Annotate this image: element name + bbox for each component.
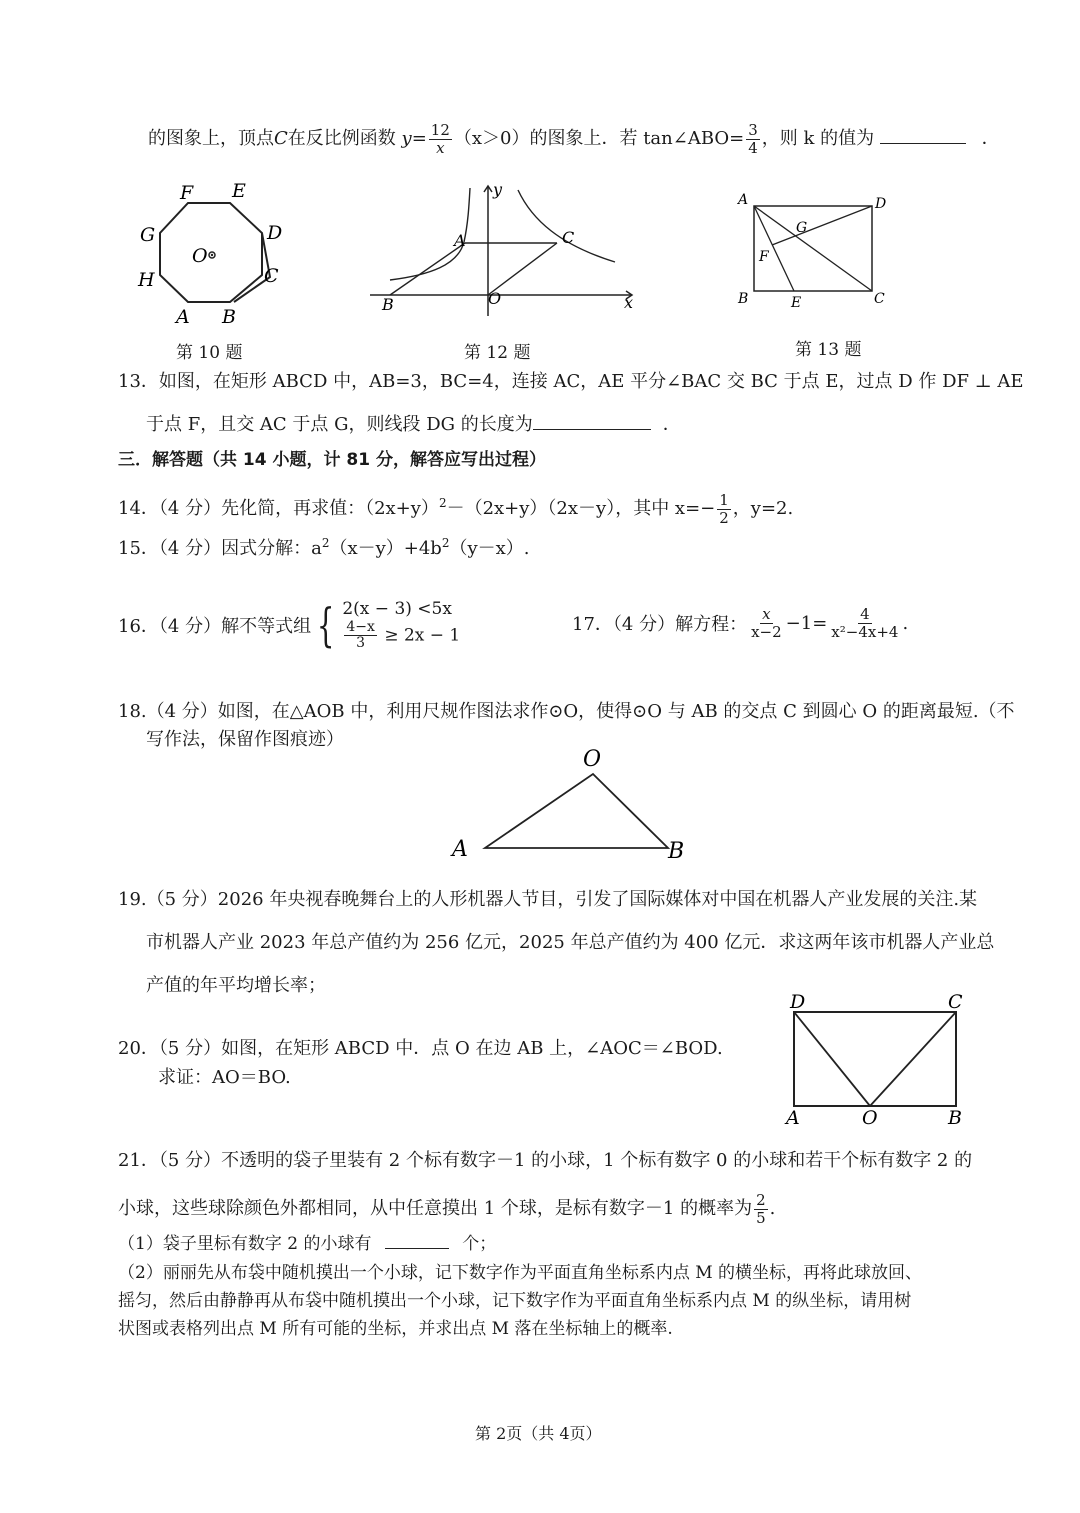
label-G: G xyxy=(140,224,156,246)
q14-sup: 2 xyxy=(438,496,447,510)
label-B: B xyxy=(222,306,236,328)
triangle-AOB xyxy=(485,774,668,848)
q14-frac-den: 2 xyxy=(719,508,729,527)
q21-line2-end: . xyxy=(769,1198,776,1219)
q17-f1-den: x−2 xyxy=(751,622,782,641)
q21-part2-line1: （2）丽丽先从布袋中随机摸出一个小球，记下数字作为平面直角坐标系内点 M 的横坐标，再将此球放回、 xyxy=(118,1263,923,1283)
q12-end: ． xyxy=(981,128,1000,149)
label-B: B xyxy=(382,295,394,314)
q21-fraction xyxy=(754,1192,768,1226)
q12-text-a: 的图象上，顶点 xyxy=(148,128,274,149)
q14-frac-num: 1 xyxy=(719,491,729,509)
label-B: B xyxy=(668,839,685,864)
q15-text-b: （x－y）+4b xyxy=(329,538,442,559)
q21-frac-den: 5 xyxy=(756,1208,766,1227)
label-E: E xyxy=(232,180,246,202)
q21-part1 xyxy=(118,1236,496,1253)
q14-fraction xyxy=(717,492,731,526)
q16 xyxy=(118,598,460,652)
q17-fraction-1 xyxy=(749,606,784,640)
label-O: O xyxy=(862,1107,878,1128)
q16-text: 16．（4 分）解不等式组 xyxy=(118,615,312,637)
q12-continuation xyxy=(148,122,1000,156)
label-A: A xyxy=(176,306,190,328)
segment-DO xyxy=(794,1012,870,1106)
q21-part2-line2: 摇匀，然后由静静再从布袋中随机摸出一个小球，记下数字作为平面直角坐标系内点 M 的纵坐标，请用树 xyxy=(118,1291,912,1311)
label-B: B xyxy=(948,1107,962,1128)
q12-frac-den: x xyxy=(436,138,445,157)
label-E: E xyxy=(791,295,802,311)
q20-line1: 20．（5 分）如图，在矩形 ABCD 中．点 O 在边 AB 上，∠AOC＝∠BOD. xyxy=(118,1038,723,1059)
q15-text-c: （y－x）. xyxy=(449,538,530,559)
figure-12-caption: 第 12 题 xyxy=(464,343,531,363)
q16-row2 xyxy=(342,620,460,652)
q14-text-c: ，y=2. xyxy=(732,498,794,519)
q12-fraction-3-over-4 xyxy=(746,122,760,156)
q12-tan-num: 3 xyxy=(748,121,758,139)
figure-13-caption: 第 13 题 xyxy=(795,340,862,360)
q21-line2 xyxy=(118,1192,775,1226)
label-C: C xyxy=(874,291,885,307)
q18-line1: 18.（4 分）如图，在△AOB 中，利用尺规作图法求作⊙O，使得⊙O 与 AB 的交点 C 到圆心 O 的距离最短.（不 xyxy=(118,701,1015,722)
q13-line2-text: 于点 F，且交 AC 于点 G，则线段 DG 的长度为 xyxy=(146,414,533,435)
label-C: C xyxy=(264,265,279,287)
diagonal-AC xyxy=(754,206,872,291)
q19-line1: 19.（5 分）2026 年央视春晚舞台上的人形机器人节目，引发了国际媒体对中国在机器人产业发展的关注.某 xyxy=(118,889,978,910)
q14 xyxy=(118,492,793,526)
q12-answer-blank[interactable] xyxy=(880,143,966,144)
q12-condition: （x＞0）的图象上．若 tan∠ABO= xyxy=(453,128,745,149)
curve-right xyxy=(518,190,615,262)
figure-13-rectangle xyxy=(730,188,900,313)
q19-line2: 市机器人产业 2023 年总产值约为 256 亿元，2025 年总产值约为 400 亿元．求这两年该市机器人产业总 xyxy=(146,932,995,953)
q17-text: 17．（4 分）解方程： xyxy=(572,614,748,635)
q13-end: ． xyxy=(662,414,681,435)
q19-line3: 产值的年平均增长率； xyxy=(146,975,326,996)
q12-tail: ，则 k 的值为 xyxy=(761,128,875,149)
label-D: D xyxy=(790,991,806,1013)
segment-OC xyxy=(488,243,557,295)
q14-text-b: －（2x+y）（2x－y），其中 x=− xyxy=(446,498,716,519)
q21-part2-line3: 状图或表格列出点 M 所有可能的坐标，并求出点 M 落在坐标轴上的概率. xyxy=(118,1319,673,1339)
q17-f2-num: 4 xyxy=(860,605,870,623)
figure-12-graph xyxy=(360,180,650,320)
q21-part1-end: 个； xyxy=(462,1234,497,1254)
q12-var-y: y xyxy=(401,128,412,149)
label-G: G xyxy=(796,220,808,236)
label-O: O xyxy=(192,245,208,267)
label-A: A xyxy=(454,231,466,250)
q12-frac-num: 12 xyxy=(430,121,450,139)
q20-line2: 求证：AO＝BO. xyxy=(158,1067,291,1088)
section-3-heading: 三．解答题（共 14 小题，计 81 分，解答应写出过程） xyxy=(118,450,546,470)
q16-brace: { xyxy=(316,597,335,652)
q15-text-a: 15．（4 分）因式分解：a xyxy=(118,538,322,559)
q12-eq: = xyxy=(411,128,427,149)
label-F: F xyxy=(180,182,194,204)
q21-frac-num: 2 xyxy=(756,1191,766,1209)
label-H: H xyxy=(138,269,155,291)
label-C: C xyxy=(948,991,963,1013)
label-D: D xyxy=(267,222,283,244)
q21-line1: 21．（5 分）不透明的袋子里装有 2 个标有数字－1 的小球，1 个标有数字 0 的小球和若干个标有数字 2 的 xyxy=(118,1150,973,1171)
q13-answer-blank[interactable] xyxy=(533,429,651,430)
figure-10-caption: 第 10 题 xyxy=(176,343,243,363)
q17-mid: −1= xyxy=(785,612,828,634)
q20-rectangle-figure xyxy=(776,988,976,1128)
q17-fraction-2 xyxy=(829,606,900,640)
center-dot xyxy=(211,254,213,256)
q12-tan-den: 4 xyxy=(748,138,758,157)
label-O: O xyxy=(583,747,602,772)
label-x: x xyxy=(624,293,634,312)
page-footer: 第 2页（共 4页） xyxy=(475,1424,602,1443)
q18-line2: 写作法，保留作图痕迹） xyxy=(146,729,344,750)
figure-10-octagon xyxy=(130,175,300,335)
label-A: A xyxy=(786,1107,800,1128)
q15-sup1: 2 xyxy=(321,536,330,550)
q16-row2-tail: ≥ 2x − 1 xyxy=(384,625,461,646)
q14-text-a: 14．（4 分）先化简，再求值：（2x+y） xyxy=(118,498,439,519)
q17-end: . xyxy=(902,612,909,634)
q12-point-c: C xyxy=(274,128,288,149)
q15 xyxy=(118,537,530,558)
q16-row2-num: 4−x xyxy=(346,619,375,636)
q16-row2-den: 3 xyxy=(356,635,366,652)
segment-DF xyxy=(772,206,872,245)
q12-fraction-12-over-x xyxy=(429,122,452,156)
label-B: B xyxy=(738,291,749,307)
q13-line1: 13．如图，在矩形 ABCD 中，AB=3，BC=4，连接 AC，AE 平分∠BAC 交 BC 于点 E，过点 D 作 DF ⊥ AE xyxy=(118,371,1024,392)
segment-CO xyxy=(870,1012,956,1106)
q12-text-b: 在反比例函数 xyxy=(287,128,396,149)
q13-line2 xyxy=(146,416,681,434)
label-D: D xyxy=(875,196,887,212)
q16-row1: 2(x − 3) <5x xyxy=(342,599,452,619)
q21-part1-text: （1）袋子里标有数字 2 的小球有 xyxy=(118,1234,372,1254)
label-O: O xyxy=(488,289,502,308)
q16-row2-fraction xyxy=(344,620,377,652)
q17-f2-den: x²−4x+4 xyxy=(831,622,899,641)
label-y: y xyxy=(493,180,503,199)
q16-inequality-system xyxy=(311,598,460,652)
segment-BA xyxy=(390,243,465,295)
q21-part1-blank[interactable] xyxy=(385,1248,449,1249)
label-C: C xyxy=(562,228,575,247)
label-F: F xyxy=(759,249,769,265)
q18-triangle-figure xyxy=(440,742,700,867)
q17 xyxy=(572,606,908,640)
q17-f1-num: x xyxy=(762,605,771,623)
q15-sup2: 2 xyxy=(441,536,450,550)
label-A: A xyxy=(452,837,468,862)
q21-line2-text: 小球，这些球除颜色外都相同，从中任意摸出 1 个球，是标有数字－1 的概率为 xyxy=(118,1198,753,1219)
label-A: A xyxy=(738,192,749,208)
rectangle-ABCD xyxy=(794,1012,956,1106)
